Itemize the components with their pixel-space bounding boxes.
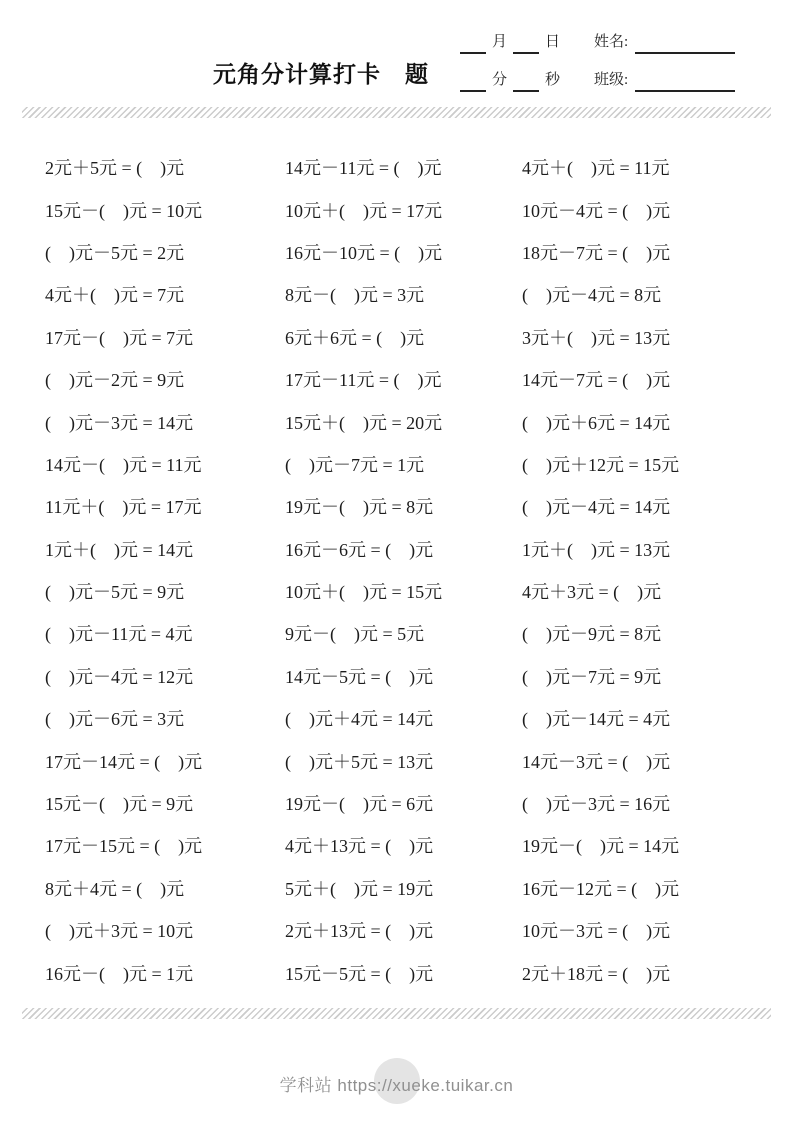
problem-equation: ( )元－5元 = 9元	[45, 582, 185, 603]
problem-equation: 10元－4元 = ( )元	[522, 200, 671, 221]
time-class-row	[455, 68, 745, 92]
second-label: 秒	[545, 72, 561, 88]
problem-equation: ( )元－3元 = 16元	[522, 794, 671, 815]
problem-equation: 9元－( )元 = 5元	[285, 624, 425, 645]
problem-equation: 19元－( )元 = 14元	[522, 836, 680, 857]
problem-equation: ( )元－5元 = 2元	[45, 242, 185, 263]
minute-label: 分	[492, 72, 508, 88]
problem-equation: ( )元－11元 = 4元	[45, 624, 193, 645]
problem-equation: 17元－11元 = ( )元	[285, 370, 442, 391]
problem-equation: 16元－12元 = ( )元	[522, 878, 680, 899]
problem-equation: 8元－( )元 = 3元	[285, 285, 425, 306]
problem-equation: 15元－5元 = ( )元	[285, 963, 434, 984]
class-label: 班级:	[594, 72, 629, 88]
problem-equation: 10元－3元 = ( )元	[522, 921, 671, 942]
problems-grid	[45, 146, 793, 994]
problem-equation: ( )元－4元 = 14元	[522, 497, 671, 518]
problem-equation: ( )元－2元 = 9元	[45, 370, 185, 391]
problem-equation: 2元＋18元 = ( )元	[522, 963, 671, 984]
problem-equation: 14元－11元 = ( )元	[285, 158, 442, 179]
problem-equation: 17元－14元 = ( )元	[45, 751, 203, 772]
problem-equation: 2元＋5元 = ( )元	[45, 158, 185, 179]
day-label: 日	[545, 34, 561, 50]
date-name-row	[455, 30, 745, 54]
problem-equation: ( )元＋5元 = 13元	[285, 751, 434, 772]
problem-equation: 14元－7元 = ( )元	[522, 370, 671, 391]
month-blank-line	[460, 38, 486, 54]
problem-equation: ( )元＋6元 = 14元	[522, 412, 671, 433]
problem-equation: 14元－3元 = ( )元	[522, 751, 671, 772]
problem-equation: 15元－( )元 = 10元	[45, 200, 203, 221]
problem-equation: 10元＋( )元 = 15元	[285, 582, 443, 603]
page-title-text: 元角分计算打卡	[213, 61, 381, 87]
problem-equation: ( )元－3元 = 14元	[45, 412, 194, 433]
problem-equation: 18元－7元 = ( )元	[522, 242, 671, 263]
problem-equation: 14元－5元 = ( )元	[285, 666, 434, 687]
problem-equation: 10元＋( )元 = 17元	[285, 200, 443, 221]
problem-equation: ( )元－7元 = 1元	[285, 454, 425, 475]
problem-equation: ( )元－7元 = 9元	[522, 666, 662, 687]
hatched-divider-bottom	[22, 1008, 771, 1019]
header-info-block	[455, 30, 745, 106]
hatched-divider-top	[22, 107, 771, 118]
footer	[0, 1058, 793, 1108]
problem-equation: 11元＋( )元 = 17元	[45, 497, 202, 518]
title-suffix: 题	[405, 61, 429, 87]
problem-equation: 4元＋( )元 = 11元	[522, 158, 670, 179]
problem-equation: 17元－( )元 = 7元	[45, 327, 194, 348]
class-blank-line	[635, 76, 735, 92]
problem-equation: ( )元－14元 = 4元	[522, 709, 671, 730]
problem-equation: ( )元－6元 = 3元	[45, 709, 185, 730]
problem-equation: 8元＋4元 = ( )元	[45, 878, 185, 899]
problem-equation: 4元＋3元 = ( )元	[522, 582, 662, 603]
problem-equation: 15元－( )元 = 9元	[45, 794, 194, 815]
problem-equation: ( )元－4元 = 12元	[45, 666, 194, 687]
minute-blank-line	[460, 76, 486, 92]
problem-equation: 3元＋( )元 = 13元	[522, 327, 671, 348]
problem-equation: 4元＋13元 = ( )元	[285, 836, 434, 857]
problem-equation: 16元－6元 = ( )元	[285, 539, 434, 560]
page-title	[213, 56, 429, 89]
name-label: 姓名:	[594, 34, 629, 50]
name-blank-line	[635, 38, 735, 54]
problem-equation: 1元＋( )元 = 14元	[45, 539, 194, 560]
day-blank-line	[513, 38, 539, 54]
problem-equation: 17元－15元 = ( )元	[45, 836, 203, 857]
problem-equation: 16元－( )元 = 1元	[45, 963, 194, 984]
problem-equation: 15元＋( )元 = 20元	[285, 412, 443, 433]
problem-equation: 14元－( )元 = 11元	[45, 454, 202, 475]
problem-equation: 5元＋( )元 = 19元	[285, 878, 434, 899]
problem-equation: 19元－( )元 = 6元	[285, 794, 434, 815]
problem-equation: ( )元＋3元 = 10元	[45, 921, 194, 942]
problem-equation: 2元＋13元 = ( )元	[285, 921, 434, 942]
problem-equation: 1元＋( )元 = 13元	[522, 539, 671, 560]
problem-equation: ( )元－9元 = 8元	[522, 624, 662, 645]
problem-equation: 16元－10元 = ( )元	[285, 242, 443, 263]
problem-equation: 4元＋( )元 = 7元	[45, 285, 185, 306]
second-blank-line	[513, 76, 539, 92]
problem-equation: 19元－( )元 = 8元	[285, 497, 434, 518]
problem-equation: ( )元＋4元 = 14元	[285, 709, 434, 730]
footer-site-text: 学科站 https://xueke.tuikar.cn	[279, 1076, 514, 1095]
month-label: 月	[492, 34, 508, 50]
problem-equation: 6元＋6元 = ( )元	[285, 327, 425, 348]
problem-equation: ( )元－4元 = 8元	[522, 285, 662, 306]
problem-equation: ( )元＋12元 = 15元	[522, 454, 680, 475]
